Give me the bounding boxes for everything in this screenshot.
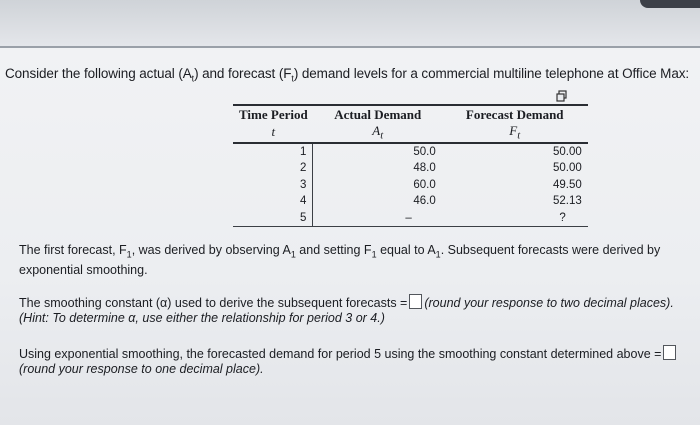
intro-text-1: Consider the following actual (A [5, 66, 192, 81]
cell-period: 4 [233, 193, 313, 210]
p1-sub-d: 1 [435, 249, 441, 260]
p3-lead-text: Using exponential smoothing, the forecasted demand for period 5 using the smoothing constant determined above = [19, 347, 662, 361]
intro-text-2: ) and forecast (F [194, 66, 292, 81]
cell-forecast: 52.13 [552, 195, 582, 208]
intro-subscript-2: t [291, 73, 294, 84]
cell-forecast: 50.00 [552, 145, 582, 158]
table-row [233, 160, 588, 177]
p1-text-d: equal to A [376, 243, 436, 257]
p1-sub-a: 1 [126, 249, 132, 260]
paragraph-first-forecast [19, 243, 684, 278]
cell-actual: 48.0 [413, 162, 436, 175]
cell-forecast: ? [442, 210, 588, 227]
table-row [233, 210, 588, 227]
subheader-f [442, 123, 588, 143]
p1-sub-c: 1 [371, 249, 377, 260]
cell-actual: 60.0 [413, 178, 436, 191]
p1-text-b: , was derived by observing A [131, 243, 291, 257]
subheader-f-text: F [509, 123, 518, 138]
header-actual-demand: Actual Demand [314, 105, 442, 123]
header-time-period: Time Period [233, 105, 314, 123]
cell-actual: – [314, 210, 442, 227]
header-forecast-demand: Forecast Demand [442, 105, 588, 123]
table-row [233, 177, 588, 194]
smoothing-constant-answer-input[interactable] [409, 294, 422, 309]
paragraph-smoothing-constant [19, 294, 684, 326]
subheader-t: t [233, 123, 314, 143]
demand-table [233, 104, 588, 227]
cell-actual: 50.0 [413, 145, 436, 158]
table-row [233, 143, 588, 161]
cell-period: 1 [233, 143, 313, 161]
subheader-a-text: A [372, 123, 381, 138]
cell-period: 3 [233, 177, 313, 194]
page-header-strip [0, 0, 700, 46]
cell-forecast: 49.50 [552, 178, 582, 191]
subheader-a-subscript: t [380, 129, 384, 142]
p1-text-a: The first forecast, F [19, 243, 127, 257]
p2-hint-text: (round your response to two decimal places). (Hint: To determine α, use either the relationship for period 3 or 4.) [19, 296, 674, 325]
intro-subscript-1: t [191, 73, 195, 84]
p1-text-e: . Subsequent forecasts were derived by exponential smoothing. [19, 243, 661, 277]
p1-text-c: and setting F [295, 243, 372, 257]
p3-hint-text: (round your response to one decimal place). [19, 362, 264, 376]
question-intro [5, 66, 689, 84]
cell-actual: 46.0 [413, 195, 436, 208]
table-subheader-row [233, 123, 588, 143]
intro-text-3: ) demand levels for a commercial multiline telephone at Office Max: [293, 66, 690, 81]
subheader-a [314, 123, 442, 143]
p1-sub-b: 1 [290, 249, 296, 260]
p2-lead-text: The smoothing constant (α) used to derive the subsequent forecasts = [19, 296, 408, 310]
cell-period: 2 [233, 160, 313, 177]
period5-forecast-answer-input[interactable] [663, 345, 676, 360]
subheader-f-subscript: t [517, 129, 521, 142]
table-row [233, 193, 588, 210]
header-corner [640, 0, 700, 8]
copy-data-icon[interactable] [556, 90, 568, 102]
cell-period: 5 [233, 210, 313, 227]
paragraph-period5-forecast [19, 345, 684, 377]
cell-forecast: 50.00 [552, 162, 582, 175]
table-header-row [233, 105, 588, 123]
